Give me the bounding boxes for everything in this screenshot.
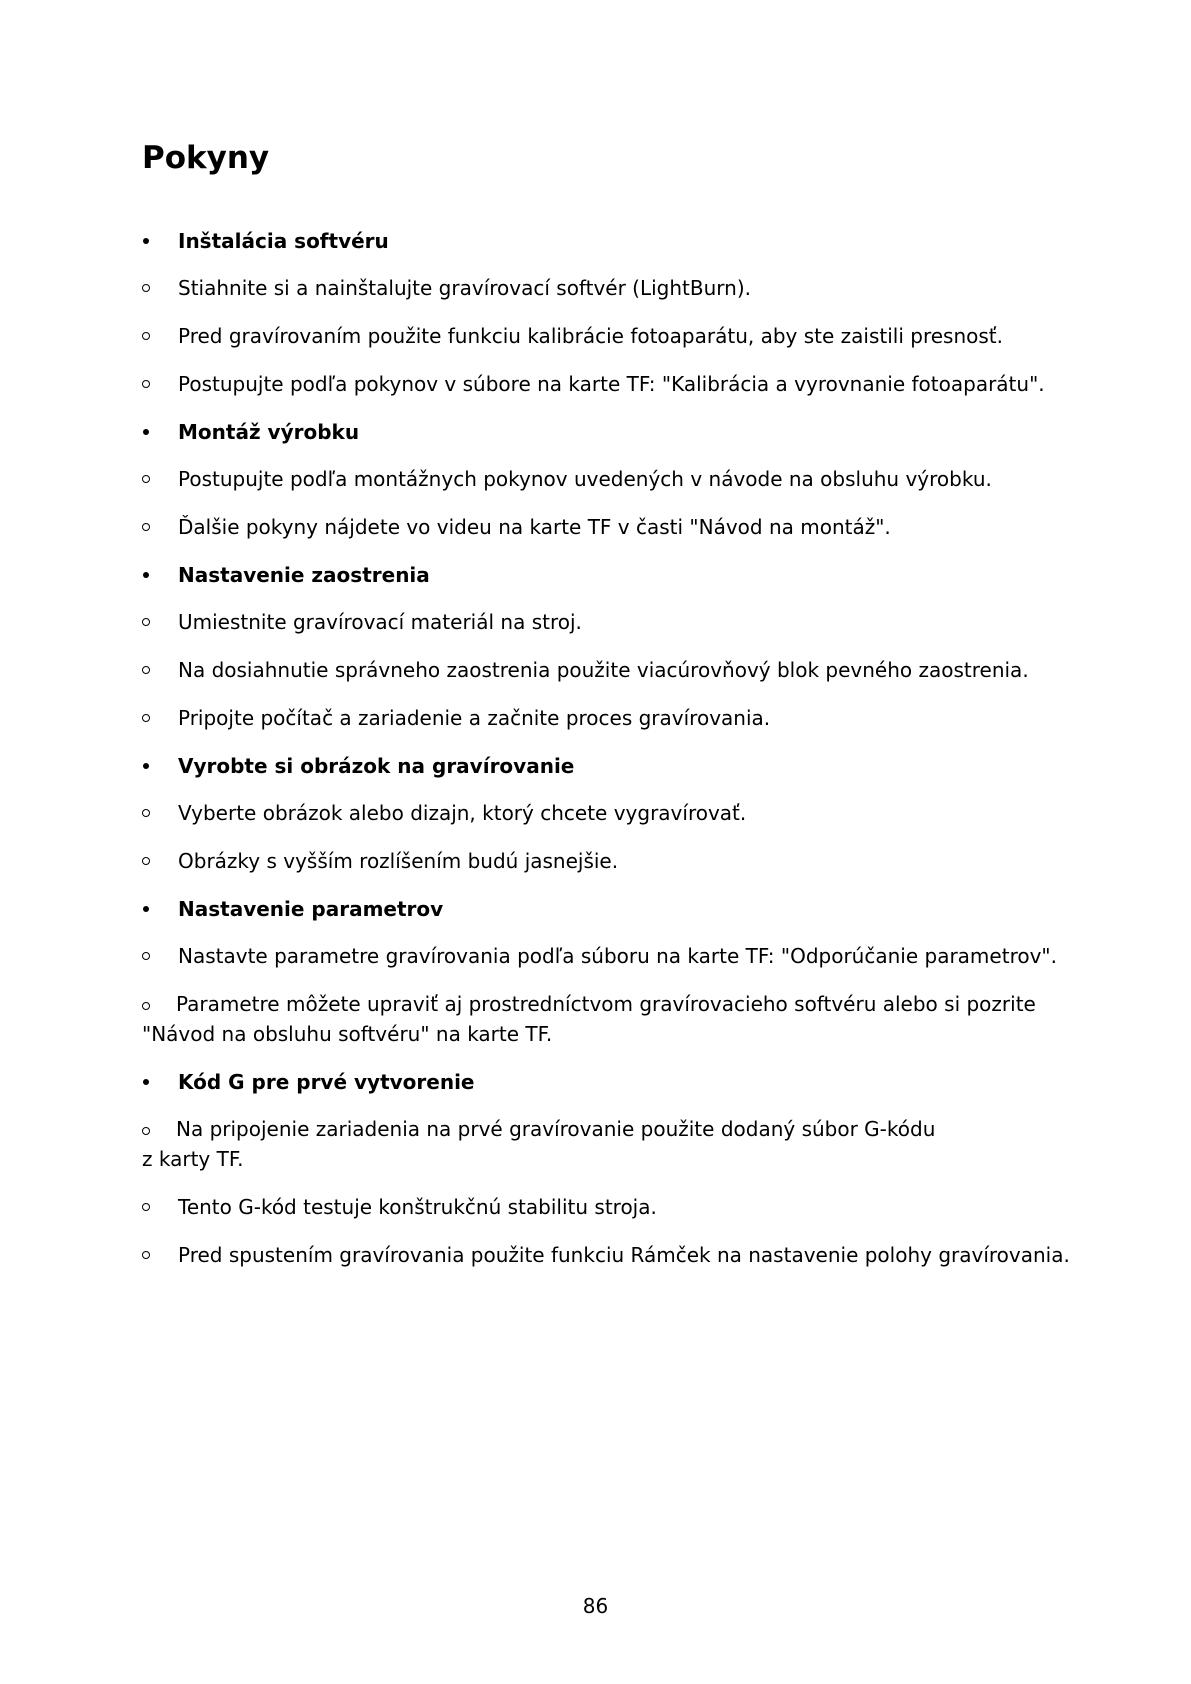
list-item: [142, 846, 1042, 876]
list-item-text: Pred gravírovaním použite funkciu kalibrácie fotoaparátu, aby ste zaistili presnosť.: [178, 324, 1003, 348]
bullet-circle-icon: [142, 1127, 150, 1135]
list-item-text: Ďalšie pokyny nájdete vo videu na karte TF v časti "Návod na montáž".: [178, 515, 891, 539]
list-item: [142, 798, 1042, 828]
page-title: Pokyny: [142, 140, 270, 176]
list-item-text: Pred spustením gravírovania použite funkciu Rámček na nastavenie polohy gravírovania.: [178, 1243, 1070, 1267]
list-item-text: Pripojte počítač a zariadenie a začnite proces gravírovania.: [178, 706, 771, 730]
list-item-text: Postupujte podľa montážnych pokynov uvedených v návode na obsluhu výrobku.: [178, 467, 992, 491]
list-item-text: Obrázky s vyšším rozlíšením budú jasnejšie.: [178, 849, 619, 873]
list-item: [142, 1114, 942, 1174]
section-heading-text: Vyrobte si obrázok na gravírovanie: [178, 754, 575, 778]
section-heading: [142, 751, 1042, 781]
list-item-text: Nastavte parametre gravírovania podľa súboru na karte TF: "Odporúčanie parametrov".: [178, 944, 1057, 968]
list-item: [142, 607, 1042, 637]
section-heading: [142, 417, 1042, 447]
instructions-list: [142, 226, 1070, 1288]
bullet-dot-icon: [142, 560, 162, 590]
list-item: [142, 321, 1042, 351]
bullet-circle-icon: [142, 1002, 150, 1010]
list-item: [142, 703, 1042, 733]
section-heading: [142, 226, 1042, 256]
section-heading: [142, 560, 1042, 590]
bullet-dot-icon: [142, 1067, 162, 1097]
bullet-circle-icon: [142, 369, 162, 399]
bullet-circle-icon: [142, 941, 162, 971]
list-item-text: Na dosiahnutie správneho zaostrenia použite viacúrovňový blok pevného zaostrenia.: [178, 658, 1029, 682]
bullet-circle-icon: [142, 1240, 162, 1270]
section-heading-text: Montáž výrobku: [178, 420, 360, 444]
list-item-text: Umiestnite gravírovací materiál na stroj.: [178, 610, 582, 634]
bullet-circle-icon: [142, 655, 162, 685]
bullet-circle-icon: [142, 512, 162, 542]
list-item: [142, 464, 1042, 494]
bullet-circle-icon: [142, 321, 162, 351]
list-item-text: Stiahnite si a nainštalujte gravírovací softvér (LightBurn).: [178, 276, 751, 300]
bullet-dot-icon: [142, 751, 162, 781]
page-number: 86: [582, 1594, 609, 1618]
section-heading-text: Nastavenie zaostrenia: [178, 563, 430, 587]
bullet-circle-icon: [142, 846, 162, 876]
list-item-text: Vyberte obrázok alebo dizajn, ktorý chcete vygravírovať.: [178, 801, 747, 825]
list-item: [142, 1192, 1042, 1222]
list-item: [142, 1240, 1070, 1270]
list-item-text: Tento G-kód testuje konštrukčnú stabilitu stroja.: [178, 1195, 657, 1219]
list-item: [142, 941, 1057, 971]
bullet-circle-icon: [142, 607, 162, 637]
list-item-text: Postupujte podľa pokynov v súbore na karte TF: "Kalibrácia a vyrovnanie fotoaparátu".: [178, 372, 1045, 396]
list-item-text: Parametre môžete upraviť aj prostredníctvom gravírovacieho softvéru alebo si pozrite "Návod na obsluhu softvéru" na karte TF.: [142, 992, 1036, 1046]
list-item: [142, 512, 1042, 542]
section-heading: [142, 1067, 1042, 1097]
bullet-circle-icon: [142, 798, 162, 828]
section-heading-text: Inštalácia softvéru: [178, 229, 389, 253]
bullet-circle-icon: [142, 464, 162, 494]
list-item-text: Na pripojenie zariadenia na prvé gravírovanie použite dodaný súbor G-kódu z karty TF.: [142, 1117, 936, 1171]
section-heading: [142, 894, 1042, 924]
bullet-circle-icon: [142, 273, 162, 303]
section-heading-text: Kód G pre prvé vytvorenie: [178, 1070, 475, 1094]
bullet-circle-icon: [142, 1192, 162, 1222]
bullet-circle-icon: [142, 703, 162, 733]
bullet-dot-icon: [142, 417, 162, 447]
list-item: [142, 989, 1042, 1049]
bullet-dot-icon: [142, 226, 162, 256]
list-item: [142, 369, 1045, 399]
list-item: [142, 655, 1042, 685]
section-heading-text: Nastavenie parametrov: [178, 897, 444, 921]
list-item: [142, 273, 1042, 303]
bullet-dot-icon: [142, 894, 162, 924]
